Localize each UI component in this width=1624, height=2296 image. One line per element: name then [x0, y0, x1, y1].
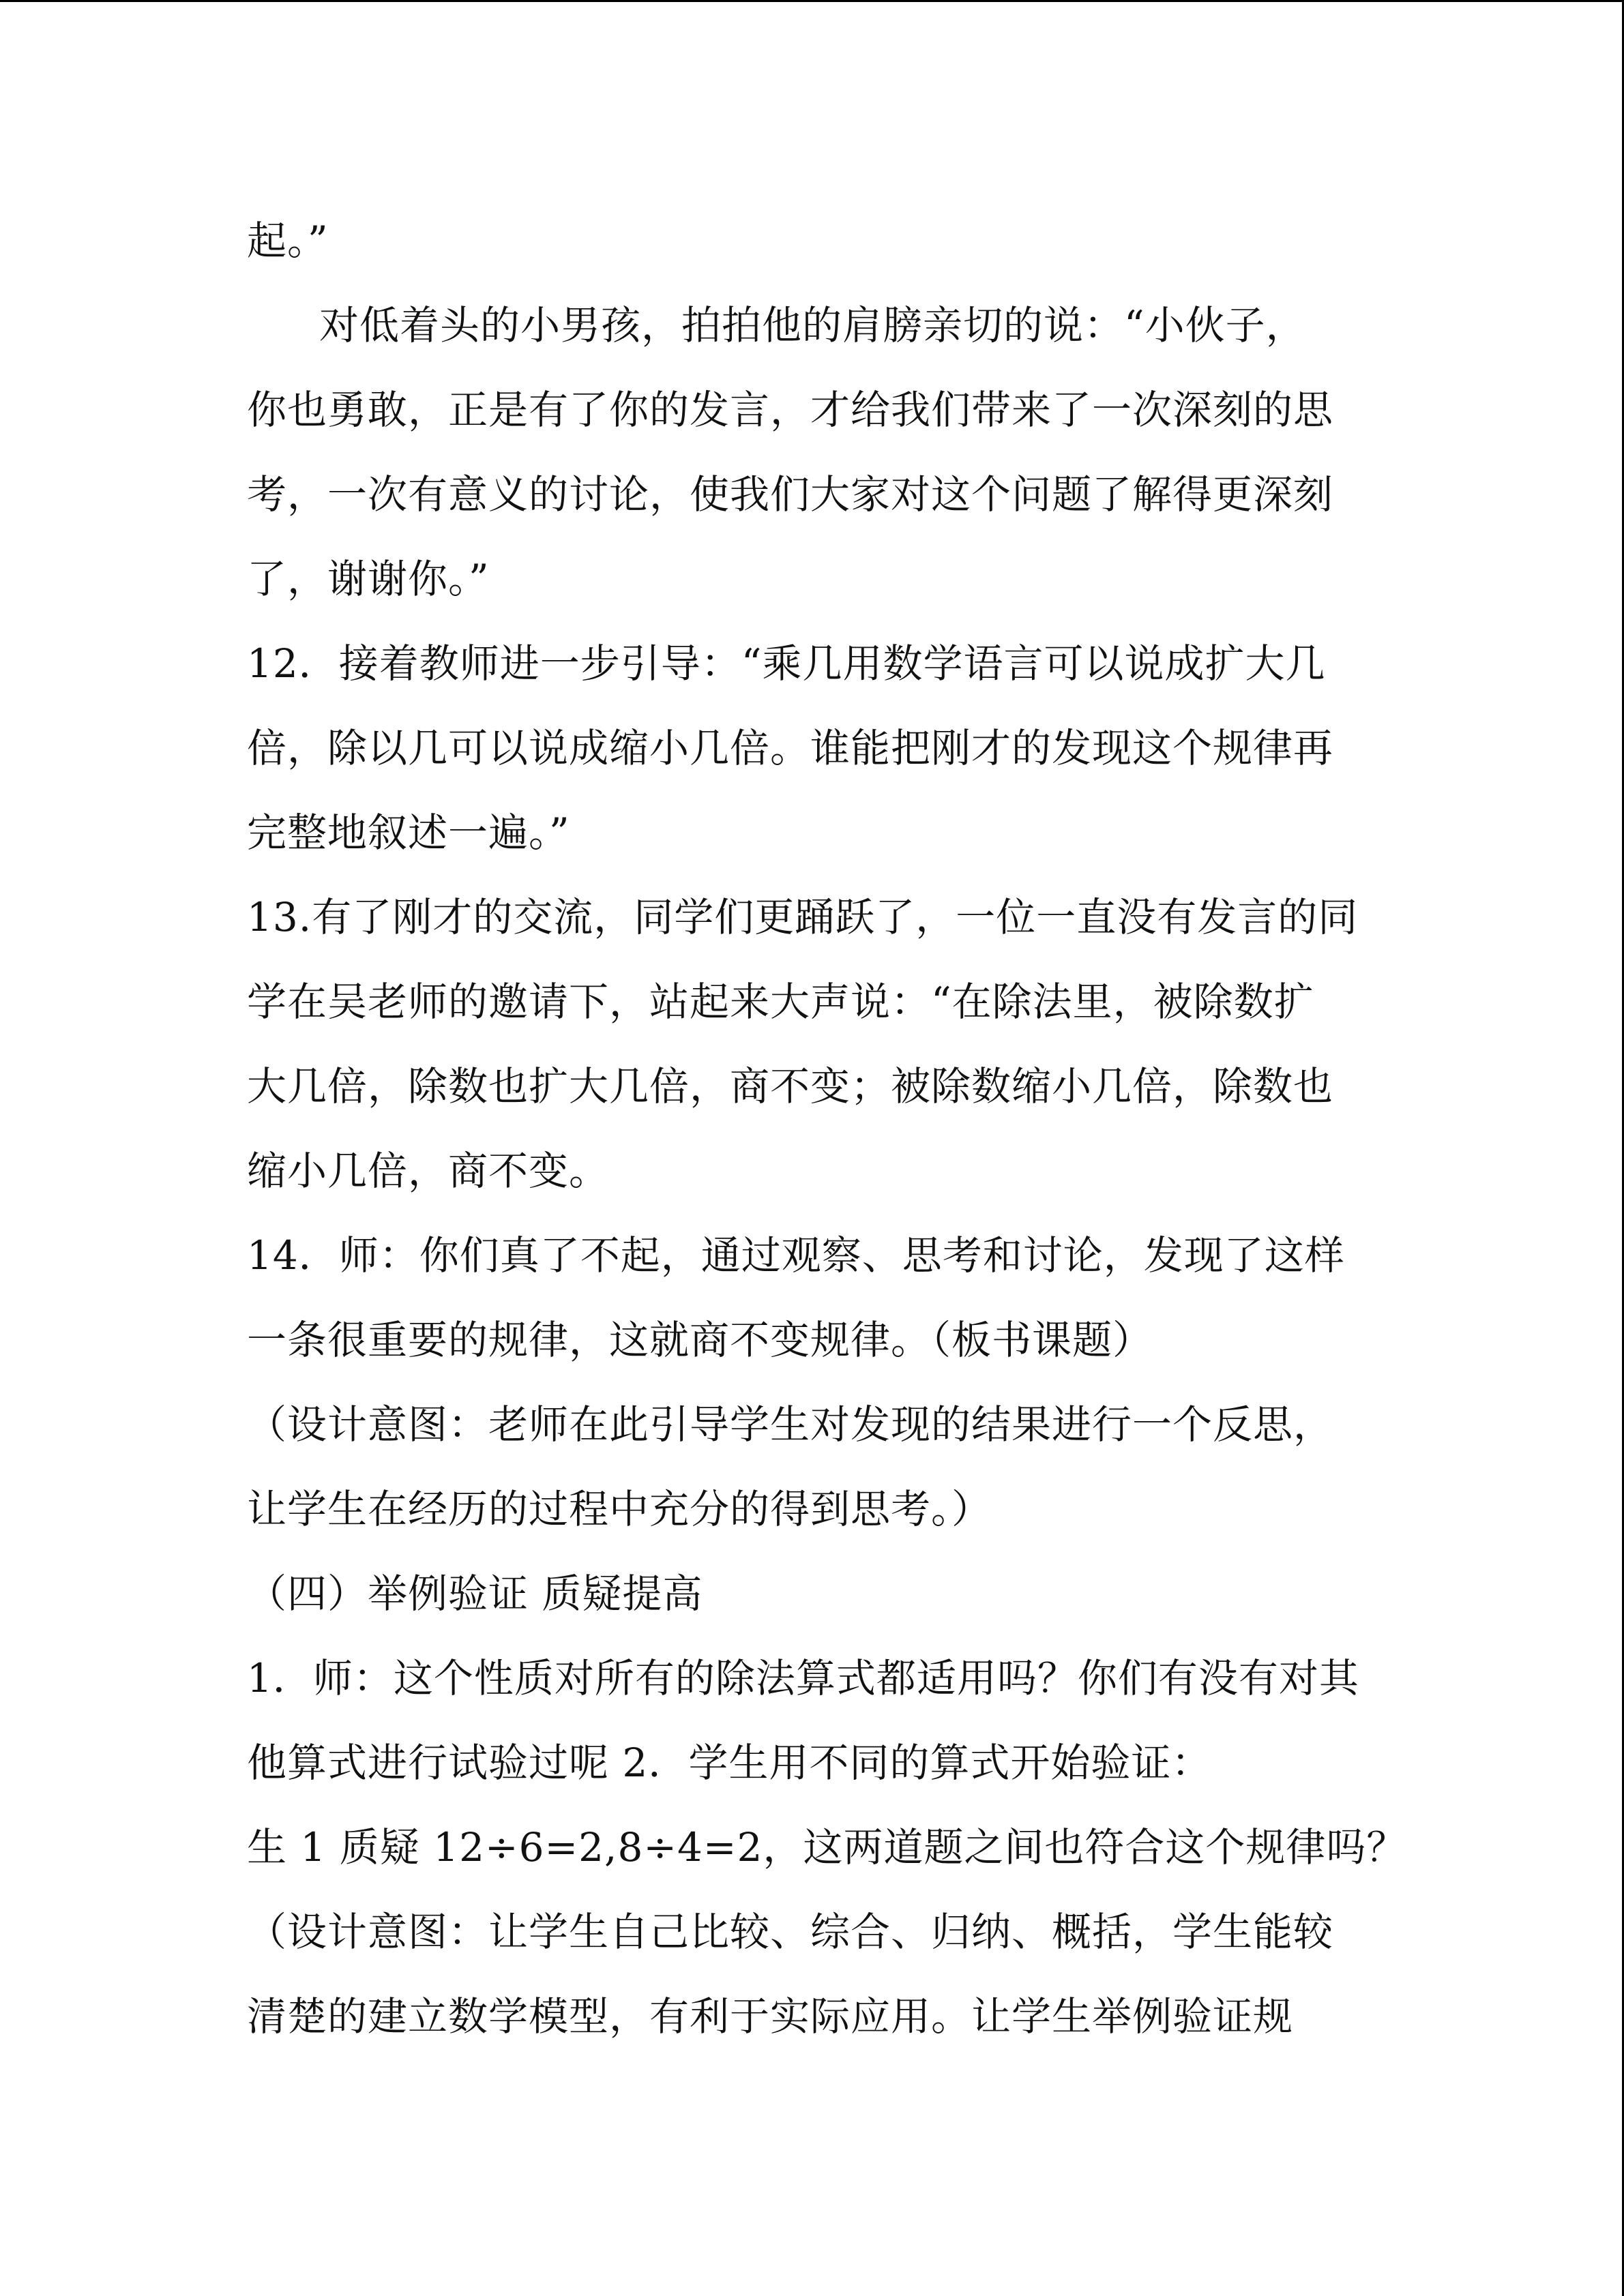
text-line-12: 缩小几倍，商不变。: [247, 1148, 610, 1194]
text-line-9: 13.有了刚才的交流，同学们更踊跃了，一位一直没有发言的同: [247, 894, 1359, 940]
text-line-13: 14．师：你们真了不起，通过观察、思考和讨论，发现了这样: [247, 1232, 1345, 1279]
text-line-15: （设计意图：老师在此引导学生对发现的结果进行一个反思，: [247, 1401, 1334, 1448]
text-line-14: 一条很重要的规律，这就商不变规律。（板书课题）: [247, 1317, 1153, 1363]
text-line-21: （设计意图：让学生自己比较、综合、归纳、概括，学生能较: [247, 1909, 1334, 1955]
text-line-8: 完整地叙述一遍。”: [247, 809, 570, 856]
text-line-11: 大几倍，除数也扩大几倍，商不变；被除数缩小几倍，除数也: [247, 1063, 1334, 1109]
text-line-6: 12．接着教师进一步引导：“乘几用数学语言可以说成扩大几: [247, 640, 1326, 687]
text-line-3: 你也勇敢，正是有了你的发言，才给我们带来了一次深刻的思: [247, 387, 1334, 433]
text-line-5: 了，谢谢你。”: [247, 556, 490, 602]
text-line-2: 对低着头的小男孩，拍拍他的肩膀亲切的说：“小伙子，: [319, 302, 1306, 348]
text-line-4: 考，一次有意义的讨论，使我们大家对这个问题了解得更深刻: [247, 471, 1334, 518]
text-line-16: 让学生在经历的过程中充分的得到思考。）: [247, 1486, 992, 1532]
text-line-19: 他算式进行试验过呢 2．学生用不同的算式开始验证：: [247, 1740, 1212, 1786]
text-line-18: 1．师：这个性质对所有的除法算式都适用吗？你们有没有对其: [247, 1655, 1359, 1701]
text-line-1: 起。”: [247, 218, 329, 264]
text-line-7: 倍，除以几可以说成缩小几倍。谁能把刚才的发现这个规律再: [247, 725, 1334, 771]
text-line-17: （四）举例验证 质疑提高: [247, 1570, 703, 1617]
text-line-22: 清楚的建立数学模型，有利于实际应用。让学生举例验证规: [247, 1993, 1294, 2040]
text-line-20: 生 1 质疑 12÷6=2,8÷4=2，这两道题之间也符合这个规律吗？: [247, 1824, 1407, 1870]
text-line-10: 学在吴老师的邀请下，站起来大声说：“在除法里，被除数扩: [247, 979, 1314, 1025]
